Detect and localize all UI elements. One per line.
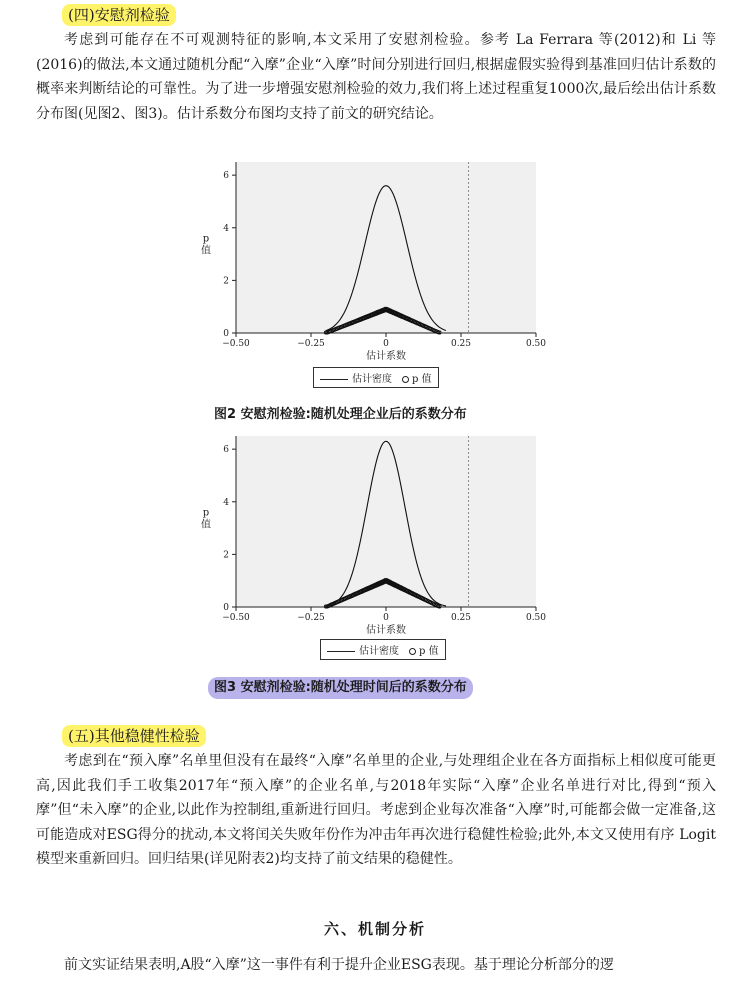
legend-dot-swatch: [409, 648, 416, 655]
figure-3-svg: [196, 424, 556, 674]
x-tick-label: −0.25: [297, 339, 325, 349]
figure-3-legend: [320, 639, 446, 660]
x-tick-label: 0: [383, 339, 389, 349]
figure-2-chart: [196, 150, 556, 400]
x-tick-label: −0.50: [222, 613, 250, 623]
y-axis-label: p 值: [201, 233, 211, 257]
figure-3-caption: 图3 安慰剂检验:随机处理时间后的系数分布: [208, 677, 473, 699]
paragraph-placebo-text: 考虑到可能存在不可观测特征的影响,本文采用了安慰剂检验。参考 La Ferrara 等(2012)和 Li 等(2016)的做法,本文通过随机分配“入摩”企业“入摩”时间分别进行回归,根据虚假实验得到基准回归估计系数的概率来判断结论的可靠性。为了进一步增强安慰剂检验的效力,我们将上述过程重复1000次,最后绘出估计系数分布图(见图2、图3)。估计系数分布图均支持了前文的研究结论。: [36, 32, 716, 122]
figure-2-legend: [313, 367, 439, 388]
y-tick-label: 4: [223, 223, 229, 234]
y-tick-label: 6: [223, 171, 229, 182]
paragraph-mechanism: [36, 953, 716, 978]
x-tick-label: 0.50: [525, 613, 547, 623]
legend-density-label: 估计密度: [359, 646, 399, 657]
legend-density-entry: [327, 642, 399, 657]
y-axis-label: p 值: [201, 507, 211, 531]
x-axis-label: 估计系数: [366, 351, 406, 362]
figure-2-caption: 图2 安慰剂检验:随机处理企业后的系数分布: [214, 407, 467, 422]
x-tick-label: 0: [383, 613, 389, 623]
y-tick-label: 0: [223, 329, 229, 339]
section-heading-mechanism: 六、机制分析: [323, 920, 426, 938]
paragraph-mechanism-text: 前文实证结果表明,A股“入摩”这一事件有利于提升企业ESG表现。基于理论分析部分的逻: [64, 957, 614, 973]
legend-density-entry: [320, 370, 392, 385]
x-tick-label: 0.25: [450, 339, 472, 349]
section-title-placebo: (四)安慰剂检验: [62, 4, 176, 26]
y-tick-label: 2: [223, 550, 229, 561]
x-tick-label: 0.50: [525, 339, 547, 349]
y-tick-label: 4: [223, 497, 229, 508]
x-tick-label: −0.50: [222, 339, 250, 349]
y-tick-label: 6: [223, 445, 229, 456]
y-tick-label: 2: [223, 276, 229, 287]
legend-pvalue-entry: [402, 370, 432, 385]
y-tick-label: 0: [223, 603, 229, 613]
x-tick-label: −0.25: [297, 613, 325, 623]
legend-pvalue-label: p 值: [412, 374, 432, 385]
paragraph-placebo: [36, 28, 716, 126]
legend-dot-swatch: [402, 376, 409, 383]
figure-2-svg: [196, 150, 556, 400]
x-tick-label: 0.25: [450, 613, 472, 623]
section-title-robustness: (五)其他稳健性检验: [62, 725, 206, 747]
legend-density-label: 估计密度: [352, 374, 392, 385]
legend-line-swatch: [327, 651, 355, 652]
legend-line-swatch: [320, 379, 348, 380]
legend-pvalue-label: p 值: [419, 646, 439, 657]
paragraph-robustness: [36, 749, 716, 872]
paragraph-robustness-text: 考虑到在“预入摩”名单里但没有在最终“入摩”名单里的企业,与处理组企业在各方面指标上相似度可能更高,因此我们手工收集2017年“预入摩”的企业名单,与2018年实际“入摩”企业名单进行对比,得到“预入摩”但“未入摩”的企业,以此作为控制组,重新进行回归。考虑到企业每次准备“入摩”时,可能都会做一定准备,这可能造成对ESG得分的扰动,本文将闰关失败年份作为冲击年再次进行稳健性检验;此外,本文又使用有序 Logit 模型来重新回归。回归结果(详见附表2)均支持了前文结果的稳健性。: [36, 753, 716, 867]
x-axis-label: 估计系数: [366, 625, 406, 636]
figure-3-chart: [196, 424, 556, 674]
legend-pvalue-entry: [409, 642, 439, 657]
